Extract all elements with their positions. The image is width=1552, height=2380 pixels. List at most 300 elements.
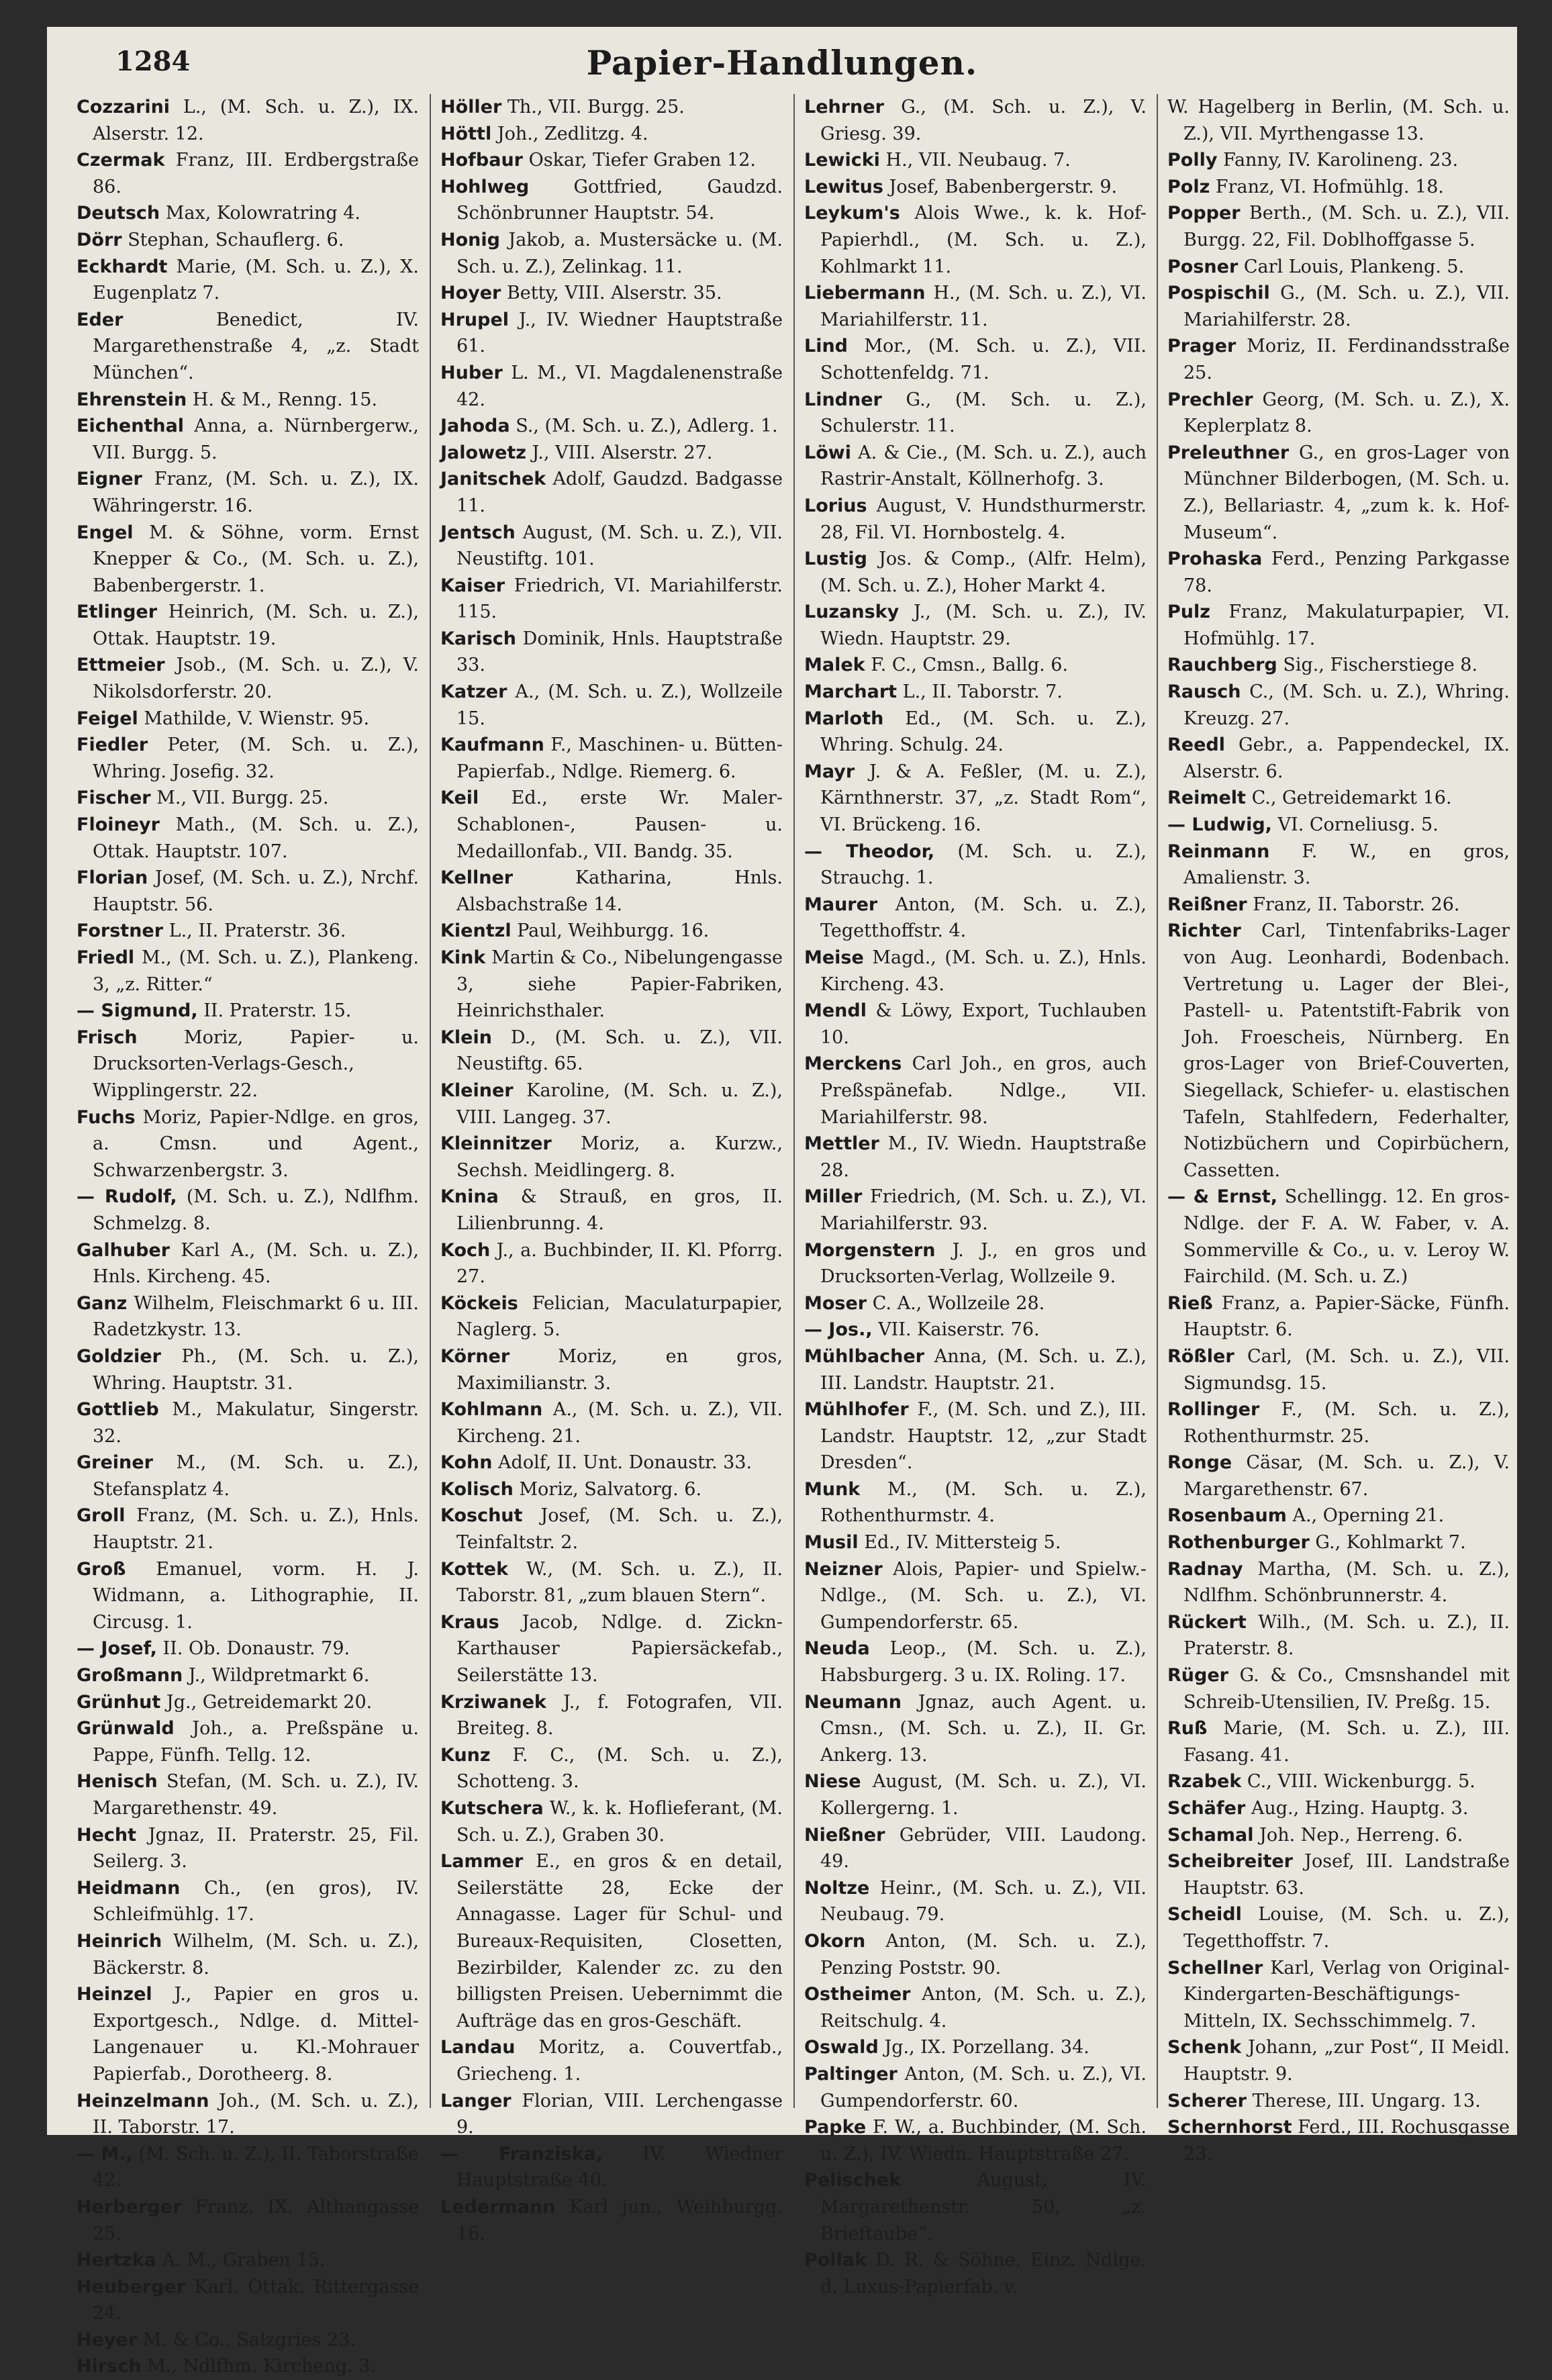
directory-entry: [440, 2034, 783, 2087]
directory-entry: [440, 1449, 783, 1476]
entry-detail: H., (M. Sch. u. Z.), VI. Mariahilferstr. 11.: [820, 283, 1147, 330]
directory-entry: [1167, 839, 1510, 892]
entry-name: Hertzka: [77, 2250, 157, 2271]
entry-name: Scheidl: [1167, 1904, 1242, 1925]
directory-entry: [804, 1689, 1147, 1769]
entry-detail: J., a. Buchbinder, II. Kl. Pforrg. 27.: [456, 1239, 783, 1288]
entry-detail: H., VII. Neubaug. 7.: [885, 150, 1071, 171]
entry-detail: Stephan, Schauflerg. 6.: [128, 229, 344, 250]
entry-detail: August, (M. Sch. u. Z.), VI. Kollergerng. 1.: [820, 1771, 1147, 1819]
entry-detail: Anton, (M. Sch. u. Z.), Reitschulg. 4.: [820, 1984, 1147, 2032]
entry-detail: Franz, Makulaturpapier, VI. Hofmühlg. 17.: [1183, 602, 1510, 649]
entry-detail: Th., VII. Burgg. 25.: [507, 97, 685, 117]
entry-name: Hrupel: [440, 309, 510, 330]
entry-name: Heinzelmann: [77, 2090, 209, 2111]
entry-detail: A., Operning 21.: [1292, 1505, 1445, 1527]
entry-detail: Aug., Hzing. Hauptg. 3.: [1251, 1798, 1469, 1819]
directory-entry: [804, 2167, 1147, 2247]
entry-name: Keil: [440, 788, 479, 809]
entry-detail: Marie, (M. Sch. u. Z.), X. Eugenplatz 7.: [93, 256, 419, 304]
directory-entry: [440, 1503, 783, 1556]
entry-detail: M., Makulatur, Singerstr. 32.: [93, 1399, 419, 1447]
entry-name: Heinzel: [77, 1984, 152, 2005]
entry-detail: II. Ob. Donaustr. 79.: [162, 1638, 350, 1660]
entry-name: Marchart: [804, 681, 898, 703]
entry-detail: Jg., IX. Porzellang. 34.: [884, 2037, 1089, 2058]
entry-name: Mayr: [804, 761, 855, 782]
entry-name: Frisch: [77, 1027, 138, 1048]
entry-detail: Friedrich, VI. Mariahilferstr. 115.: [456, 575, 783, 623]
directory-entry: [440, 94, 783, 121]
entry-detail: Franz, (M. Sch. u. Z.), IX. Währingerstr. 16.: [93, 469, 419, 516]
entry-detail: & Strauß, en gros, II. Lilienbrunng. 4.: [456, 1186, 783, 1234]
entry-name: Kunz: [440, 1744, 491, 1766]
entry-detail: W., k. k. Hoflieferant, (M. Sch. u. Z.), Graben 30.: [456, 1798, 783, 1846]
directory-entry: [77, 1503, 419, 1556]
directory-entry: [77, 599, 419, 652]
directory-entry: [804, 1051, 1147, 1131]
entry-name: Janitschek: [440, 469, 546, 490]
entry-detail: IV. Wiedner Hauptstraße 40.: [456, 2143, 783, 2191]
entry-detail: A. M., Graben 15.: [162, 2250, 326, 2271]
entry-detail: VII. Kaiserstr. 76.: [878, 1319, 1040, 1341]
entry-detail: Leop., (M. Sch. u. Z.), Habsburgerg. 3 u. IX. Roling. 17.: [820, 1638, 1147, 1686]
directory-entry: [77, 1715, 419, 1768]
directory-entry: [77, 732, 419, 785]
entry-detail: Jg., Getreidemarkt 20.: [166, 1691, 373, 1713]
entry-detail: Alois, Papier- und Spielw.-Ndlge., (M. Sch. u. Z.), VI. Gumpendorferstr. 65.: [820, 1558, 1147, 1633]
directory-entry: [440, 1795, 783, 1848]
directory-entry: [804, 839, 1147, 892]
entry-detail: J., VIII. Alserstr. 27.: [532, 442, 713, 463]
entry-detail: J., (M. Sch. u. Z.), IV. Wiedn. Hauptstr. 29.: [820, 602, 1147, 649]
entry-detail: Jsob., (M. Sch. u. Z.), V. Nikolsdorferstr. 20.: [93, 655, 419, 703]
entry-name: Rollinger: [1167, 1399, 1260, 1421]
directory-entry: [1167, 652, 1510, 679]
directory-entry: [77, 945, 419, 998]
entry-name: Landau: [440, 2037, 516, 2058]
directory-entry: [77, 865, 419, 918]
entry-name: Köckeis: [440, 1292, 518, 1314]
directory-entry: [440, 174, 783, 227]
entry-detail: Anton, (M. Sch. u. Z.), Penzing Poststr. 90.: [820, 1930, 1147, 1979]
directory-entry: [1167, 94, 1510, 147]
directory-entry: [440, 1556, 783, 1609]
directory-entry: [440, 520, 783, 573]
entry-name: Knina: [440, 1186, 499, 1208]
entry-name: Merckens: [804, 1053, 902, 1075]
entry-detail: L., II. Taborstr. 7.: [902, 681, 1063, 703]
entry-detail: H. & M., Renng. 15.: [192, 389, 378, 410]
entry-name: Heidmann: [77, 1877, 181, 1899]
directory-entry: [1167, 1529, 1510, 1556]
entry-name: Popper: [1167, 203, 1241, 224]
directory-entry: [804, 440, 1147, 493]
entry-name: Nießner: [804, 1824, 885, 1846]
entry-detail: M., (M. Sch. u. Z.), Rothenthurmstr. 4.: [820, 1478, 1147, 1527]
directory-entry: [804, 1343, 1147, 1396]
directory-entry: [440, 121, 783, 148]
directory-entry: [440, 679, 783, 732]
directory-entry: [804, 1131, 1147, 1184]
entry-detail: Cäsar, (M. Sch. u. Z.), V. Margarethenstr. 67.: [1183, 1452, 1510, 1500]
entry-name: Niese: [804, 1771, 861, 1793]
entry-name: Körner: [440, 1345, 510, 1367]
entry-detail: F. C., (M. Sch. u. Z.), Schotteng. 3.: [456, 1744, 783, 1793]
directory-entry: [77, 652, 419, 705]
entry-name: Ronge: [1167, 1452, 1232, 1474]
entry-detail: G. & Co., Cmsnshandel mit Schreib-Utensilien, IV. Preßg. 15.: [1183, 1665, 1510, 1713]
column-3: [804, 94, 1147, 2297]
directory-entry: [804, 94, 1147, 147]
entry-detail: M., VII. Burgg. 25.: [156, 788, 329, 809]
directory-entry: [440, 1237, 783, 1290]
entry-detail: Franz, (M. Sch. u. Z.), Hnls. Hauptstr. 21.: [93, 1505, 419, 1554]
directory-entry: [440, 227, 783, 280]
entry-name: Schellner: [1167, 1957, 1263, 1979]
entry-name: Moser: [804, 1292, 867, 1314]
directory-entry: [440, 413, 783, 440]
entry-detail: Schellingg. 12. En gros-Ndlge. der F. A. W. Faber, v. A. Sommerville & Co., u. v. Leroy W. Fairchild. (M. Sch. u. Z.): [1183, 1186, 1510, 1288]
entry-detail: Louise, (M. Sch. u. Z.), Tegetthoffstr. 7.: [1183, 1904, 1510, 1952]
entry-detail: Carl, Tintenfabriks-Lager von Aug. Leonhardi, Bodenbach. Vertretung u. Lager der Blei-, Pastell- u. Patentstift-Fabrik von Joh. Froescheis, Nürnberg. En gros-Lager von Brief-Couverten, Siegellack, Schiefer- u. elastischen Tafeln, Stahlfedern, Federhalter, Notizbüchern und Copirbüchern, Cassetten.: [1183, 920, 1510, 1181]
directory-entry: [77, 387, 419, 414]
entry-name: Lammer: [440, 1851, 524, 1872]
entry-name: Mendl: [804, 1000, 867, 1022]
entry-detail: Martha, (M. Sch. u. Z.), Ndlfhm. Schönbrunnerstr. 4.: [1183, 1558, 1510, 1607]
entry-name: Pelischek: [804, 2170, 902, 2191]
directory-entry: [440, 2194, 783, 2247]
entry-detail: Katharina, Hnls. Alsbachstraße 14.: [456, 867, 783, 915]
entry-name: Heyer: [77, 2329, 138, 2350]
entry-name: Richter: [1167, 920, 1241, 942]
directory-entry: [440, 147, 783, 174]
entry-name: Kink: [440, 947, 486, 968]
directory-page: [47, 27, 1517, 2377]
entry-name: Mühlbacher: [804, 1345, 924, 1367]
entry-detail: F., (M. Sch. u. Z.), Rothenthurmstr. 25.: [1183, 1399, 1510, 1447]
entry-name: Reißner: [1167, 894, 1247, 915]
directory-entry: [440, 1689, 783, 1742]
directory-entry: [804, 333, 1147, 386]
entry-name: — Josef,: [77, 1638, 157, 1660]
column-4: [1167, 94, 1510, 2164]
directory-entry: [1167, 1662, 1510, 1715]
entry-name: Koschut: [440, 1505, 523, 1527]
entry-name: Radnay: [1167, 1558, 1243, 1580]
directory-entry: [1167, 387, 1510, 440]
entry-detail: Ed., IV. Mittersteig 5.: [864, 1532, 1061, 1554]
directory-entry: [1167, 1795, 1510, 1822]
entry-name: Pollak: [804, 2250, 867, 2271]
directory-entry: [1167, 1768, 1510, 1795]
directory-entry: [804, 200, 1147, 280]
directory-entry: [77, 1184, 419, 1237]
entry-detail: E., en gros & en detail, Seilerstätte 28, Ecke der Annagasse. Lager für Schul- und Bureaux-Requisiten, Closetten, Bezirbilder, Kalender zc. zu den billigsten Preisen. Uebernimmt die Aufträge das en gros-Geschäft.: [456, 1851, 783, 2032]
entry-name: Klein: [440, 1027, 492, 1048]
directory-entry: [440, 785, 783, 865]
entry-name: Katzer: [440, 681, 507, 703]
entry-detail: Fanny, IV. Karolineng. 23.: [1223, 150, 1459, 171]
entry-detail: Adolf, II. Unt. Donaustr. 33.: [498, 1452, 753, 1474]
directory-entry: [77, 94, 419, 147]
directory-entry: [1167, 812, 1510, 839]
entry-name: — Sigmund,: [77, 1000, 198, 1022]
entry-detail: F. C., Cmsn., Ballg. 6.: [871, 655, 1069, 676]
entry-detail: J., IV. Wiedner Hauptstraße 61.: [456, 309, 783, 357]
entry-detail: Johann, „zur Post“, II Meidl. Hauptstr. 9.: [1183, 2037, 1510, 2085]
entry-detail: J., Papier en gros u. Exportgesch., Ndlge. d. Mittel-Langenauer u. Kl.-Mohrauer Papierfab., Dorotheerg. 8.: [93, 1984, 419, 2085]
entry-name: Schäfer: [1167, 1798, 1246, 1819]
entry-detail: Karoline, (M. Sch. u. Z.), VIII. Langeg. 37.: [456, 1080, 783, 1128]
entry-name: Hirsch: [77, 2356, 142, 2377]
entry-name: Koch: [440, 1239, 491, 1261]
entry-name: Schamal: [1167, 1824, 1254, 1846]
entry-name: Malek: [804, 655, 865, 676]
directory-entry: [440, 865, 783, 918]
entry-detail: L., (M. Sch. u. Z.), IX. Alserstr. 12.: [93, 97, 419, 144]
entry-name: Polly: [1167, 150, 1218, 171]
entry-name: Kaufmann: [440, 734, 544, 756]
directory-entry: [77, 1689, 419, 1716]
entry-name: Posner: [1167, 256, 1239, 277]
entry-detail: F., (M. Sch. und Z.), III. Landstr. Hauptstr. 12, „zur Stadt Dresden“.: [820, 1399, 1147, 1474]
entry-detail: Karl A., (M. Sch. u. Z.), Hnls. Kircheng. 45.: [93, 1239, 419, 1288]
directory-entry: [77, 2194, 419, 2247]
entry-name: Scheibreiter: [1167, 1851, 1293, 1872]
entry-name: Lorius: [804, 495, 867, 516]
directory-entry: [77, 1981, 419, 2087]
entry-name: Kohn: [440, 1452, 493, 1474]
entry-detail: Moriz, Salvatorg. 6.: [519, 1478, 702, 1500]
entry-detail: Jgnaz, auch Agent. u. Cmsn., (M. Sch. u. Z.), II. Gr. Ankerg. 13.: [820, 1691, 1147, 1766]
entry-name: Ruß: [1167, 1718, 1208, 1740]
column-1: [77, 94, 420, 2377]
entry-detail: D. R. & Söhne, Einz. Ndlge. d. Luxus-Papierfab. v.: [820, 2250, 1147, 2297]
entry-detail: Anton, (M. Sch. u. Z.), VI. Gumpendorferstr. 60.: [820, 2063, 1147, 2111]
entry-name: Kolisch: [440, 1478, 514, 1500]
entry-name: — & Ernst,: [1167, 1186, 1277, 1208]
entry-name: Fischer: [77, 788, 151, 809]
entry-detail: Marie, (M. Sch. u. Z.), III. Fasang. 41.: [1183, 1718, 1510, 1766]
directory-entry: [804, 1768, 1147, 1821]
entry-name: Polz: [1167, 176, 1210, 197]
directory-entry: [804, 1184, 1147, 1237]
entry-name: Henisch: [77, 1771, 158, 1793]
directory-entry: [77, 2141, 419, 2194]
entry-name: — Franziska,: [440, 2143, 603, 2164]
directory-entry: [77, 1822, 419, 1875]
directory-entry: [77, 1290, 419, 1343]
entry-detail: Joh., (M. Sch. u. Z.), II. Taborstr. 17.: [93, 2090, 419, 2138]
directory-entry: [804, 174, 1147, 201]
entry-name: Preleuthner: [1167, 442, 1290, 463]
directory-entry: [1167, 1396, 1510, 1449]
entry-name: Ostheimer: [804, 1984, 911, 2005]
entry-detail: Ed., (M. Sch. u. Z.), Whring. Schulg. 24.: [820, 708, 1147, 756]
entry-name: — Rudolf,: [77, 1186, 177, 1208]
directory-entry: [1167, 333, 1510, 386]
entry-name: Jahoda: [440, 416, 510, 437]
directory-entry: [804, 2061, 1147, 2114]
directory-entry: [77, 1768, 419, 1821]
entry-detail: Heinr., (M. Sch. u. Z.), VII. Neubaug. 79.: [820, 1877, 1147, 1925]
entry-name: Eichenthal: [77, 416, 185, 437]
entry-detail: G., en gros-Lager von Münchner Bilderbogen, (M. Sch. u. Z.), Bellariastr. 4, „zum k. k. Hof-Museum“.: [1183, 442, 1510, 543]
entry-detail: C., Getreidemarkt 16.: [1251, 788, 1452, 809]
directory-entry: [440, 1609, 783, 1689]
entry-detail: Moriz, en gros, Maximilianstr. 3.: [456, 1345, 783, 1394]
directory-entry: [1167, 732, 1510, 785]
directory-entry: [804, 1476, 1147, 1529]
entry-detail: Jacob, Ndlge. d. Zickn-Karthauser Papiersäckefab., Seilerstätte 13.: [456, 1611, 783, 1686]
directory-entry: [1167, 1184, 1510, 1290]
entry-name: Pospischil: [1167, 283, 1270, 304]
entry-detail: J., f. Fotografen, VII. Breiteg. 8.: [456, 1691, 783, 1740]
entry-detail: Sig., Fischerstiege 8.: [1283, 655, 1478, 676]
entry-detail: J. J., en gros und Drucksorten-Verlag, Wollzeile 9.: [820, 1239, 1147, 1288]
entry-name: Höttl: [440, 123, 492, 144]
entry-detail: August, V. Hundsthurmerstr. 28, Fil. VI. Hornbostelg. 4.: [820, 495, 1147, 543]
entry-name: Fuchs: [77, 1106, 136, 1128]
directory-entry: [77, 1556, 419, 1636]
entry-name: Czermak: [77, 150, 165, 171]
entry-detail: F. W., en gros, Amalienstr. 3.: [1183, 841, 1510, 889]
entry-detail: Florian, VIII. Lerchengasse 9.: [456, 2090, 783, 2138]
directory-entry: [77, 918, 419, 945]
entry-name: Cozzarini: [77, 97, 171, 117]
entry-name: Morgenstern: [804, 1239, 936, 1261]
entry-detail: M. & Co., Salzgries 23.: [142, 2329, 356, 2350]
entry-detail: Anna, (M. Sch. u. Z.), III. Landstr. Hauptstr. 21.: [820, 1345, 1147, 1394]
entry-name: Miller: [804, 1186, 863, 1208]
entry-name: Kientzl: [440, 920, 512, 942]
directory-entry: [440, 466, 783, 519]
directory-entry: [1167, 2034, 1510, 2087]
entry-name: Floineyr: [77, 814, 160, 836]
entry-detail: W., (M. Sch. u. Z.), II. Taborstr. 81, „zum blauen Stern“.: [456, 1558, 783, 1607]
directory-entry: [804, 493, 1147, 546]
directory-entry: [804, 147, 1147, 174]
entry-name: Leykum's: [804, 203, 900, 224]
entry-detail: Franz, II. Taborstr. 26.: [1253, 894, 1460, 915]
entry-detail: & Löwy, Export, Tuchlauben 10.: [820, 1000, 1147, 1048]
entry-detail: Emanuel, vorm. H. J. Widmann, a. Lithographie, II. Circusg. 1.: [93, 1558, 419, 1633]
directory-entry: [77, 1104, 419, 1184]
entry-name: Munk: [804, 1478, 861, 1500]
directory-entry: [804, 706, 1147, 759]
entry-name: Hohlweg: [440, 176, 530, 197]
entry-name: — M.,: [77, 2143, 133, 2164]
entry-detail: G., (M. Sch. u. Z.), V. Griesg. 39.: [820, 97, 1147, 144]
entry-name: Kraus: [440, 1611, 499, 1633]
entry-name: — Jos.,: [804, 1319, 873, 1341]
entry-detail: Alois Wwe., k. k. Hof-Papierhdl., (M. Sch. u. Z.), Kohlmarkt 11.: [820, 203, 1147, 277]
entry-name: Kohlmann: [440, 1399, 543, 1421]
entry-name: Prohaska: [1167, 549, 1263, 570]
entry-name: Engel: [77, 522, 134, 543]
entry-name: Hecht: [77, 1824, 137, 1846]
entry-detail: G., (M. Sch. u. Z.), Schulerstr. 11.: [820, 389, 1147, 437]
entry-name: Prager: [1167, 336, 1236, 357]
entry-name: Friedl: [77, 947, 135, 968]
directory-entry: [1167, 174, 1510, 201]
directory-entry: [77, 2088, 419, 2141]
directory-entry: [77, 227, 419, 254]
directory-entry: [804, 892, 1147, 945]
directory-entry: [77, 785, 419, 812]
entry-detail: (M. Sch. u. Z.), II. Taborstraße 42.: [93, 2143, 419, 2191]
entry-name: Kellner: [440, 867, 514, 889]
directory-entry: [77, 2327, 419, 2354]
entry-detail: Josef, III. Landstraße Hauptstr. 63.: [1183, 1851, 1510, 1899]
directory-entry: [440, 1396, 783, 1449]
directory-entry: [440, 1742, 783, 1795]
entry-name: Großmann: [77, 1665, 183, 1686]
entry-detail: Joh., a. Preßspäne u. Pappe, Fünfh. Tellg. 12.: [93, 1718, 419, 1766]
entry-name: Oswald: [804, 2037, 879, 2058]
entry-detail: Dominik, Hnls. Hauptstraße 33.: [456, 628, 783, 676]
entry-name: Prechler: [1167, 389, 1253, 410]
entry-name: Langer: [440, 2090, 512, 2111]
directory-entry: [804, 546, 1147, 599]
entry-name: Lehrner: [804, 97, 884, 117]
entry-detail: Moritz, a. Couvertfab., Griecheng. 1.: [456, 2037, 783, 2085]
entry-detail: Ph., (M. Sch. u. Z.), Whring. Hauptstr. 31.: [93, 1345, 419, 1394]
entry-detail: M., (M. Sch. u. Z.), Stefansplatz 4.: [93, 1452, 419, 1500]
entry-detail: Gottfried, Gaudzd. Schönbrunner Hauptstr. 54.: [456, 176, 783, 224]
entry-name: Reimelt: [1167, 788, 1246, 809]
entry-name: Kutschera: [440, 1798, 544, 1819]
entry-detail: Ferd., Penzing Parkgasse 78.: [1183, 549, 1510, 596]
entry-name: Jalowetz: [440, 442, 526, 463]
entry-detail: S., (M. Sch. u. Z.), Adlerg. 1.: [516, 416, 778, 437]
directory-entry: [1167, 1290, 1510, 1343]
entry-detail: Friedrich, (M. Sch. u. Z.), VI. Mariahilferstr. 93.: [820, 1186, 1147, 1234]
entry-detail: Karl jun., Weihburgg. 16.: [456, 2196, 783, 2244]
entry-name: Rosenbaum: [1167, 1505, 1287, 1527]
entry-name: Rauchberg: [1167, 655, 1277, 676]
directory-entry: [440, 280, 783, 307]
directory-entry: [1167, 918, 1510, 1184]
entry-name: Etlinger: [77, 602, 158, 623]
directory-entry: [440, 1343, 783, 1396]
entry-detail: Wilhelm, Fleischmarkt 6 u. III. Radetzkystr. 13.: [93, 1292, 419, 1341]
entry-detail: VI. Corneliusg. 5.: [1277, 814, 1439, 836]
directory-entry: [77, 1635, 419, 1662]
directory-entry: [77, 1237, 419, 1290]
directory-entry: [804, 1928, 1147, 1981]
entry-detail: Anton, (M. Sch. u. Z.), Tegetthoffstr. 4.: [820, 894, 1147, 942]
entry-detail: Benedict, IV. Margarethenstraße 4, „z. Stadt München“.: [93, 309, 419, 383]
entry-detail: Josef, (M. Sch. u. Z.), Teinfaltstr. 2.: [456, 1505, 783, 1554]
entry-detail: F., Maschinen- u. Bütten-Papierfab., Ndlge. Riemerg. 6.: [456, 734, 783, 782]
entry-detail: Moriz, a. Kurzw., Sechsh. Meidlingerg. 8.: [456, 1133, 783, 1181]
entry-detail: A., (M. Sch. u. Z.), Wollzeile 15.: [456, 681, 783, 729]
entry-detail: Moriz, II. Ferdinandsstraße 25.: [1183, 336, 1510, 383]
entry-name: Florian: [77, 867, 148, 889]
entry-name: Heinrich: [77, 1930, 162, 1952]
directory-entry: [804, 280, 1147, 333]
entry-detail: Karl, Verlag von Original-Kindergarten-Beschäftigungs-Mitteln, IX. Sechsschimmelg. 7.: [1183, 1957, 1510, 2032]
directory-entry: [1167, 280, 1510, 333]
entry-name: Rothenburger: [1167, 1532, 1310, 1554]
directory-entry: [1167, 1955, 1510, 2035]
directory-entry: [1167, 440, 1510, 546]
entry-name: Grünhut: [77, 1691, 161, 1713]
entry-name: Deutsch: [77, 203, 160, 224]
directory-entry: [1167, 1848, 1510, 1901]
